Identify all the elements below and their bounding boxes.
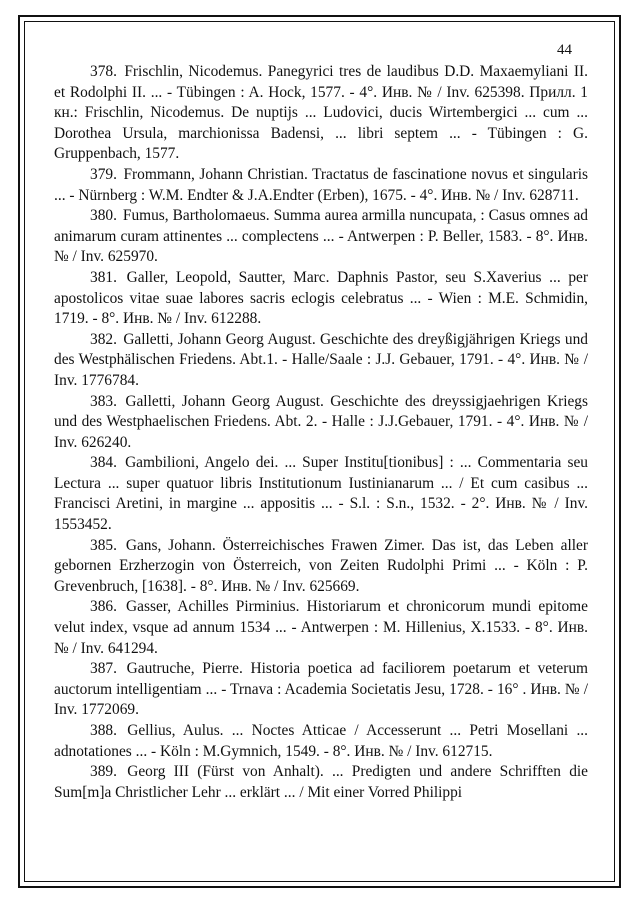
entry-text: Frischlin, Nicodemus. Panegyrici tres de laudibus D.D. Maxaemyliani II. et Rodolphi II. ... - Tübingen : A. Hock, 1577. - 4°. Инв. № / Inv. 625398. Прилл. 1 кн.: Frischlin, Nicodemus. De nuptijs ... Ludovici, ducis Wirtembergici ... cum ... Dorothea Ursula, marchionissa Badensi, ... libri septem ... - Tübingen : G. Gruppenbach, 1577. — [54, 63, 588, 163]
entry-text: Georg III (Fürst von Anhalt). ... Predigten und andere Schrifften die Sum[m]a Christlicher Lehr ... erklärt ... / Mit einer Vorred Philippi — [54, 763, 588, 801]
catalog-entry-386 — [54, 597, 588, 659]
catalog-entry-378 — [54, 62, 588, 165]
catalog-entry-382 — [54, 330, 588, 392]
entry-text: Gasser, Achilles Pirminius. Historiarum et chronicorum mundi epitome velut index, vsque ad annum 1534 ... - Antwerpen : M. Hillenius, X.1533. - 8°. Инв. № / Inv. 641294. — [54, 598, 588, 657]
entry-text: Gambilioni, Angelo dei. ... Super Institu[tionibus] : ... Commentaria seu Lectura ... super quatuor libris Institutionum Iustinianarum ... / Et cum casibus ... Francisci Aretini, in margine ... appositis ... - S.l. : S.n., 1532. - 2°. Инв. № / Inv. 1553452. — [54, 454, 588, 534]
entry-text: Gellius, Aulus. ... Noctes Atticae / Accesserunt ... Petri Mosellani ... adnotationes ... - Köln : M.Gymnich, 1549. - 8°. Инв. № / Inv. 612715. — [54, 722, 589, 760]
entry-number: 382. — [90, 330, 117, 348]
entry-number: 383. — [90, 392, 117, 410]
page-number: 44 — [557, 42, 572, 58]
entry-number: 384. — [90, 454, 117, 472]
entry-text: Fumus, Bartholomaeus. Summa aurea armilla nuncupata, : Casus omnes ad animarum curam attinentes ... complectens ... - Antwerpen : P. Beller, 1583. - 8°. Инв. № / Inv. 625970. — [54, 207, 588, 266]
catalog-entries — [54, 62, 588, 803]
catalog-entry-387 — [54, 659, 588, 721]
entry-number: 379. — [90, 165, 117, 183]
entry-number: 387. — [90, 660, 117, 678]
entry-text: Galler, Leopold, Sautter, Marc. Daphnis Pastor, seu S.Xaverius ... per apostolicos vitae suae labores sacris eclogis celebratus ... - Wien : M.E. Schmidin, 1719. - 8°. Инв. № / Inv. 612288. — [54, 268, 588, 328]
entry-number: 386. — [90, 598, 117, 616]
entry-number: 381. — [90, 268, 117, 286]
entry-text: Gautruche, Pierre. Historia poetica ad faciliorem poetarum et veterum auctorum intelligentiam ... - Trnava : Academia Societatis Jesu, 1728. - 16° . Инв. № / Inv. 1772069. — [54, 660, 588, 719]
entry-number: 389. — [90, 763, 117, 781]
catalog-entry-380 — [54, 206, 588, 268]
catalog-entry-381 — [54, 268, 588, 330]
entry-text: Frommann, Johann Christian. Tractatus de fascinatione novus et singularis ... - Nürnberg : W.M. Endter & J.A.Endter (Erben), 1675. - 4°. Инв. № / Inv. 628711. — [54, 165, 588, 204]
entry-text: Galletti, Johann Georg August. Geschichte des dreyßigjährigen Kriegs und des Westphälischen Friedens. Abt.1. - Halle/Saale : J.J. Gebauer, 1791. - 4°. Инв. № / Inv. 1776784. — [54, 330, 588, 389]
catalog-entry-389 — [54, 762, 588, 803]
catalog-entry-385 — [54, 536, 588, 598]
catalog-entry-383 — [54, 392, 588, 454]
entry-number: 388. — [90, 722, 117, 739]
catalog-entry-384 — [54, 453, 588, 535]
entry-number: 385. — [90, 536, 117, 554]
entry-text: Galletti, Johann Georg August. Geschichte des dreyssigjaehrigen Kriegs und des Westphaelischen Friedens. Abt. 2. - Halle : J.J.Gebauer, 1791. - 4°. Инв. № / Inv. 626240. — [54, 392, 588, 451]
catalog-entry-388 — [54, 721, 588, 762]
entry-text: Gans, Johann. Österreichisches Frawen Zimer. Das ist, das Leben aller gebornen Erzherzogin von Österreich, von Zeiten Rudolphi Primi ... - Köln : P. Grevenbruch, [1638]. - 8°. Инв. № / Inv. 625669. — [54, 536, 588, 595]
catalog-entry-379 — [54, 165, 588, 206]
entry-number: 378. — [90, 63, 117, 80]
entry-number: 380. — [90, 207, 117, 225]
